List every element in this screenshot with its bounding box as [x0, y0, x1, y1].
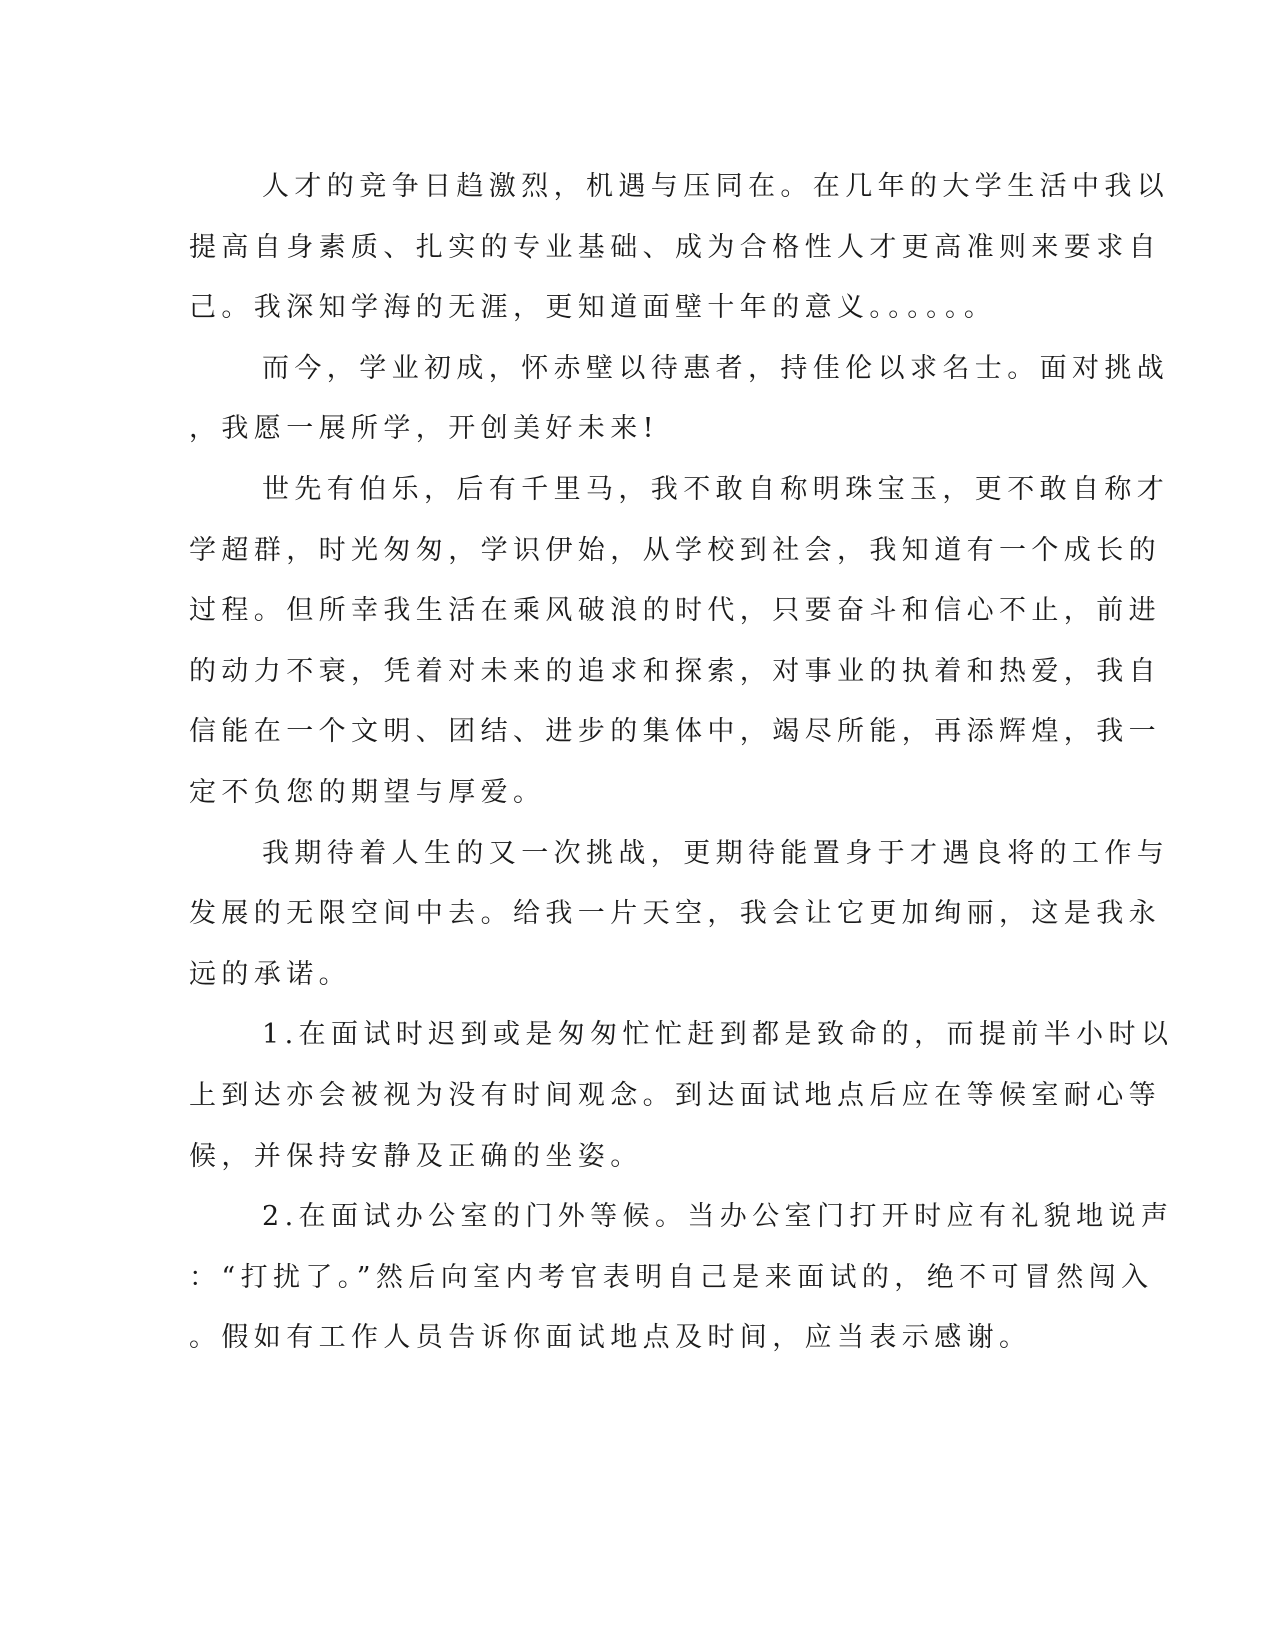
paragraph-3	[189, 460, 1170, 824]
text-line: 己。我深知学海的无涯，更知道面壁十年的意义。。。。。。	[189, 292, 997, 324]
text-line: 。假如有工作人员告诉你面试地点及时间，应当表示感谢。	[189, 1322, 1032, 1354]
paragraph-6	[189, 1187, 1174, 1369]
text-line: 信能在一个文明、团结、进步的集体中，竭尽所能，再添辉煌，我一	[189, 716, 1161, 748]
text-line: 我期待着人生的又一次挑战，更期待能置身于才遇良将的工作与	[262, 837, 1170, 869]
text-line: 而今，学业初成，怀赤壁以待惠者，持佳伦以求名士。面对挑战	[262, 352, 1170, 384]
paragraph-4	[189, 824, 1170, 1006]
text-line: 定不负您的期望与厚爱。	[189, 776, 546, 808]
text-line: 人才的竞争日趋激烈，机遇与压同在。在几年的大学生活中我以	[262, 171, 1170, 202]
paragraph-5	[189, 1005, 1174, 1187]
paragraph-2	[189, 339, 1170, 460]
paragraph-1	[189, 157, 1170, 339]
text-line: 1.在面试时迟到或是匆匆忙忙赶到都是致命的，而提前半小时以	[262, 1019, 1174, 1051]
text-line: 上到达亦会被视为没有时间观念。到达面试地点后应在等候室耐心等	[189, 1079, 1161, 1111]
text-line: 提高自身素质、扎实的专业基础、成为合格性人才更高准则来要求自	[189, 231, 1161, 263]
document-body	[189, 157, 1174, 1369]
text-line: ，我愿一展所学，开创美好未来!	[189, 413, 659, 445]
text-line: 远的承诺。	[189, 958, 351, 990]
text-line: 2.在面试办公室的门外等候。当办公室门打开时应有礼貌地说声	[262, 1201, 1174, 1233]
text-line: 发展的无限空间中去。给我一片天空，我会让它更加绚丽，这是我永	[189, 898, 1161, 930]
text-line: ：“打扰了。”然后向室内考官表明自己是来面试的，绝不可冒然闯入	[189, 1261, 1154, 1293]
text-line: 的动力不衰，凭着对未来的追求和探索，对事业的执着和热爱，我自	[189, 655, 1161, 687]
text-line: 世先有伯乐，后有千里马，我不敢自称明珠宝玉，更不敢自称才	[262, 473, 1170, 505]
text-line: 候，并保持安静及正确的坐姿。	[189, 1140, 643, 1172]
text-line: 学超群，时光匆匆，学识伊始，从学校到社会，我知道有一个成长的	[189, 534, 1161, 566]
text-line: 过程。但所幸我生活在乘风破浪的时代，只要奋斗和信心不止，前进	[189, 595, 1161, 627]
